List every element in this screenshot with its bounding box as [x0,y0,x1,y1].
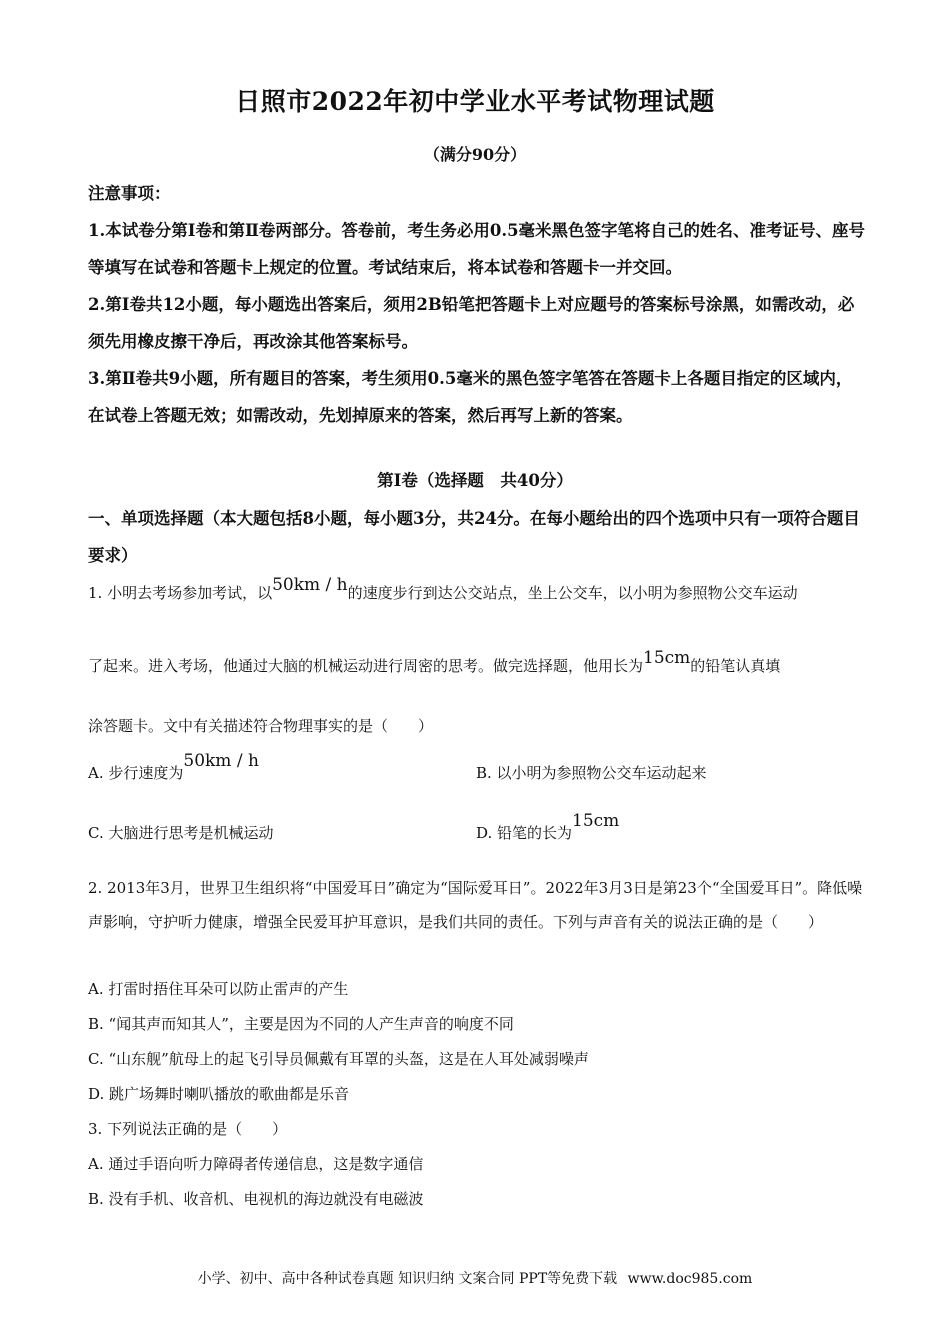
notice-item-2: 2.第Ⅰ卷共12小题，每小题选出答案后，须用2B铅笔把答题卡上对应题号的答案标号涂黑，如需改动，必须先用橡皮擦干净后，再改涂其他答案标号。 [88,295,855,351]
q1-option-d: D. 铅笔的长为15cm [476,811,620,842]
q2-option-c: C. “山东舰”航母上的起飞引导员佩戴有耳罩的头盔，这是在人耳处减弱噪声 [88,1050,589,1068]
speed-formula: 50km / h [272,575,348,595]
footer-text: 小学、初中、高中各种试卷真题 知识归纳 文案合同 PPT等免费下载 [197,1271,618,1287]
score-note: （满分90分） [423,145,527,164]
q1-option-b: B. 以小明为参照物公交车运动起来 [476,764,707,782]
q3-option-b: B. 没有手机、收音机、电视机的海边就没有电磁波 [88,1190,424,1208]
q1-line-2: 了起来。进入考场，他通过大脑的机械运动进行周密的思考。做完选择题，他用长为15cm的铅笔认真填 [88,648,781,675]
q2-option-d: D. 跳广场舞时喇叭播放的歌曲都是乐音 [88,1085,350,1103]
section1-heading: 一、单项选择题（本大题包括8小题，每小题3分，共24分。在每小题给出的四个选项中只有一项符合题目要求） [88,509,860,565]
document-title: 日照市2022年初中学业水平考试物理试题 [235,87,715,116]
q3-stem: 3. 下列说法正确的是（ ） [88,1120,288,1138]
q1-option-a: A. 步行速度为50km / h [88,751,259,782]
q2-stem: 2. 2013年3月，世界卫生组织将“中国爱耳日”确定为“国际爱耳日”。2022年3月3日是第23个“全国爱耳日”。降低噪声影响，守护听力健康，增强全民爱耳护耳意识，是我们共同的责任。下列与声音有关的说法正确的是（ ） [88,879,863,931]
notice-item-3: 3.第Ⅱ卷共9小题，所有题目的答案，考生须用0.5毫米的黑色签字笔答在答题卡上各题目指定的区域内，在试卷上答题无效；如需改动，先划掉原来的答案，然后再写上新的答案。 [88,369,853,425]
q2-option-a: A. 打雷时捂住耳朵可以防止雷声的产生 [88,980,349,998]
q2-option-b: B. “闻其声而知其人”，主要是因为不同的人产生声音的响度不同 [88,1015,514,1033]
notice-item-1: 1.本试卷分第Ⅰ卷和第Ⅱ卷两部分。答卷前，考生务必用0.5毫米黑色签字笔将自己的姓名、准考证号、座号等填写在试卷和答题卡上规定的位置。考试结束后，将本试卷和答题卡一并交回。 [88,221,866,277]
q1-option-c: C. 大脑进行思考是机械运动 [88,824,274,842]
length-formula: 15cm [643,648,691,668]
notice-block [88,175,868,434]
footer [0,1268,950,1288]
q1-line-3: 涂答题卡。文中有关描述符合物理事实的是（ ） [88,717,434,735]
part1-title: 第Ⅰ卷（选择题 共40分） [377,471,573,490]
footer-link[interactable]: www.doc985.com [627,1271,753,1287]
q3-option-a: A. 通过手语向听力障碍者传递信息，这是数字通信 [88,1155,424,1173]
notice-heading: 注意事项： [88,184,171,203]
q1-line-1: 1. 小明去考场参加考试，以50km / h的速度步行到达公交站点，坐上公交车，以小明为参照物公交车运动 [88,575,798,602]
